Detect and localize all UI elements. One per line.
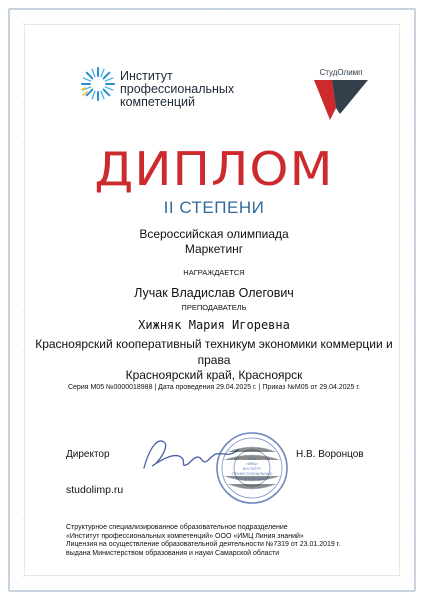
student-name: Лучак Владислав Олегович (134, 286, 294, 300)
director-label: Директор (66, 449, 110, 460)
organization-line-1: Красноярский кооперативный техникум экономики коммерции и (35, 337, 393, 351)
institute-logo-icon (80, 66, 116, 102)
stamp-line-2: «ИМЦ» (245, 462, 259, 466)
organization (34, 336, 394, 368)
diploma-frame (8, 8, 416, 592)
series-info: Серия М05 №0000018988 | Дата проведения 29.04.2025 г. | Приказ №М05 от 29.04.2025 г. (67, 384, 361, 391)
stamp-line-4: ПРОФЕССИОНАЛЬНЫХ (232, 472, 272, 476)
olympiad-subject: Маркетинг (184, 242, 244, 256)
footer-line-3: Лицензия на осуществление образовательной деятельности №7319 от 23.01.2019 г. (66, 541, 341, 548)
stamp-icon (214, 430, 290, 506)
institute-line-1: Институт (120, 69, 173, 83)
footer-line-4: выдана Министерством образования и науки Самарской области (66, 549, 280, 557)
olympiad-name: Всероссийская олимпиада (139, 227, 289, 241)
institute-line-3: компетенций (120, 95, 196, 109)
institute-logo-text (120, 70, 240, 109)
teacher-label: ПРЕПОДАВАТЕЛЬ (181, 303, 247, 312)
olympiad-info (10, 227, 416, 257)
studolimp-logo-icon (310, 78, 372, 122)
footer-line-1: Структурное специализированное образовательное подразделение (66, 524, 288, 531)
signer-name: Н.В. Воронцов (296, 449, 364, 460)
studolimp-logo-text: СтудОлимп (319, 68, 363, 77)
footer-legal (66, 524, 386, 558)
organization-line-2: права (197, 353, 231, 367)
footer-line-2: «Институт профессиональных компетенций» ООО «ИМЦ Линия знаний» (66, 532, 304, 540)
stamp-line-5: КОМПЕТЕНЦИЙ (238, 477, 266, 481)
diploma-title: ДИПЛОМ (94, 142, 334, 196)
region: Красноярский край, Красноярск (125, 368, 303, 382)
degree-label: II СТЕПЕНИ (163, 198, 265, 217)
institute-line-2: профессиональных (120, 82, 235, 96)
teacher-name: Хижняк Мария Игоревна (138, 318, 290, 332)
awarded-label: НАГРАЖДАЕТСЯ (183, 268, 245, 277)
stamp-line-3: ИНСТИТУТ (242, 467, 262, 471)
stamp-line-1: ООО (247, 457, 257, 461)
website-link[interactable]: studolimp.ru (66, 484, 124, 496)
